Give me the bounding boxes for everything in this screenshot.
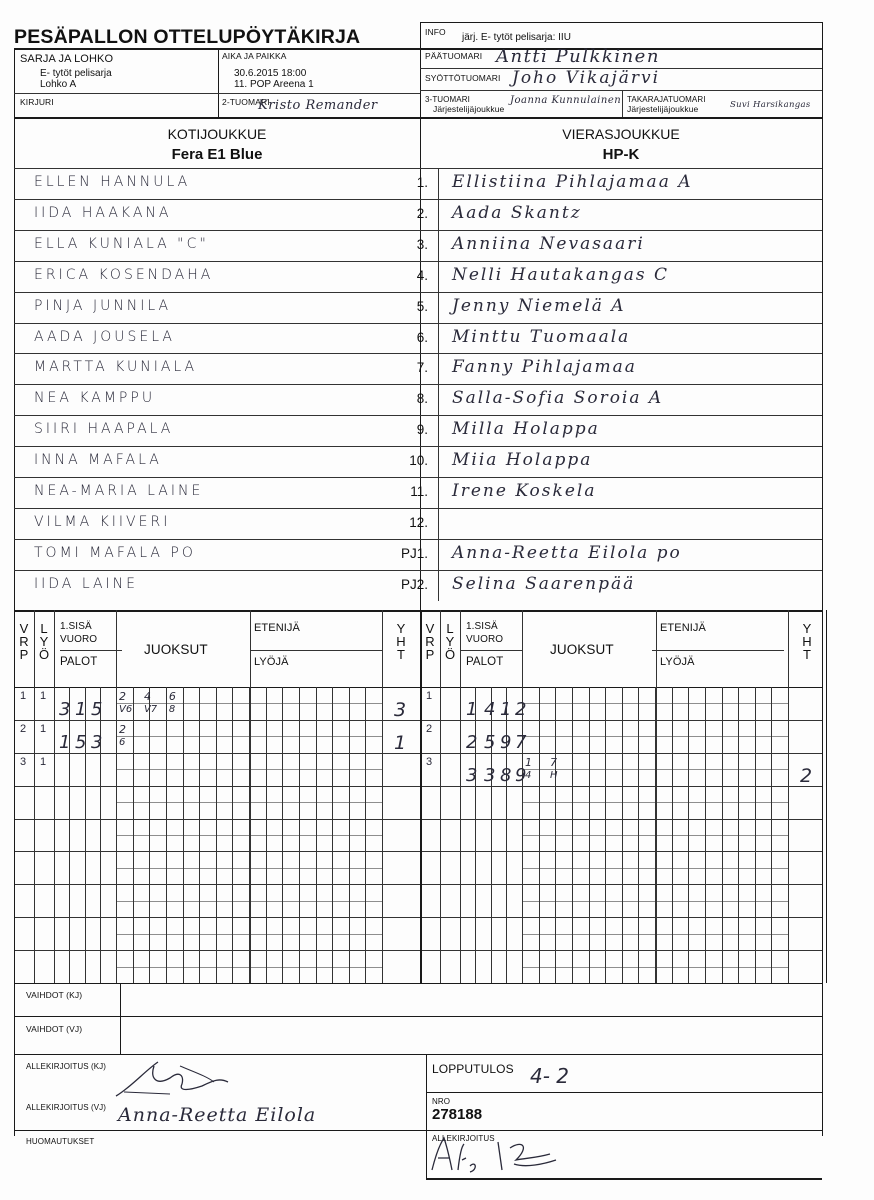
inning-vrp: 2 [426, 722, 433, 735]
juoksu-mark: H [549, 769, 558, 781]
palot-mark: 3 [91, 731, 103, 753]
palot-mark: 5 [91, 699, 103, 720]
player-number: 9. [416, 422, 428, 438]
palot-mark: 9 [500, 731, 512, 753]
nro-label: NRO [432, 1097, 451, 1106]
palot-mark: 3 [484, 764, 496, 786]
huomautukset-label: HUOMAUTUKSET [26, 1137, 95, 1146]
col-yht: Y H T [802, 621, 812, 662]
palot-mark: 5 [484, 731, 496, 753]
col-yht: Y H T [396, 621, 406, 662]
vaihdot-kj-label: VAIHDOT (KJ) [26, 990, 83, 1000]
palot-mark: 1 [75, 699, 87, 720]
tuomari3-sub: Järjestelijäjoukkue [433, 104, 505, 114]
inning-yht: 3 [394, 699, 407, 721]
sarja-label: SARJA JA LOHKO [20, 53, 114, 65]
away-player: Fanny Pihlajamaa [452, 357, 637, 378]
player-number: 6. [416, 329, 428, 345]
player-number: 3. [416, 236, 428, 252]
home-player: NEA-MARIA LAINE [34, 483, 204, 499]
col-etenija: ETENIJÄ [254, 622, 300, 634]
juoksu-mark: 1 [525, 755, 532, 769]
tuomari2-label: 2-TUOMARI [222, 97, 270, 107]
col-palot: PALOT [466, 656, 504, 668]
info-value: järj. E- tytöt pelisarja: IIU [462, 32, 571, 43]
takaraja-sub: Järjestelijäjoukkue [627, 104, 699, 114]
away-player: Miia Holappa [452, 450, 593, 471]
inning-vrp: 2 [20, 722, 27, 735]
player-number: 8. [416, 391, 428, 407]
takaraja-value: Suvi Harsikangas [730, 100, 811, 110]
aika-value: 30.6.2015 18:00 [234, 68, 307, 79]
away-player: Salla-Sofia Soroia A [452, 388, 664, 409]
player-number: 12. [409, 514, 428, 530]
paatuomari-label: PÄÄTUOMARI [425, 51, 483, 61]
home-player: ELLEN HANNULA [34, 174, 191, 190]
palot-mark: 1 [500, 699, 512, 720]
juoksu-mark: V6 [119, 704, 133, 715]
takaraja-label: TAKARAJATUOMARI [627, 95, 706, 104]
away-player: Selina Saarenpää [452, 573, 636, 594]
inning-lyo: 1 [40, 690, 47, 702]
player-number: 4. [416, 267, 428, 283]
home-team-name: Fera E1 Blue [171, 146, 263, 163]
vaihdot-vj-label: VAIHDOT (VJ) [26, 1024, 83, 1034]
juoksu-mark: V7 [143, 704, 158, 715]
away-player: Ellistiina Pihlajamaa A [452, 172, 693, 192]
inning-yht: 2 [800, 764, 813, 787]
signature-kj [110, 1058, 240, 1103]
aika-label: AIKA JA PAIKKA [222, 51, 287, 61]
player-number: PJ2. [400, 576, 428, 592]
info-label: INFO [425, 27, 446, 37]
home-player: MARTTA KUNIALA [34, 359, 198, 376]
col-lyo: L Y Ö [38, 621, 50, 662]
away-team-name: HP-K [602, 146, 640, 163]
home-player: INNA MAFALA [34, 452, 162, 469]
away-player: Nelli Hautakangas C [452, 264, 670, 285]
home-player: IIDA HAAKANA [34, 204, 172, 221]
allekirjoitus-kj-label: ALLEKIRJOITUS (KJ) [26, 1062, 107, 1071]
palot-mark: 5 [75, 731, 87, 753]
inning-lyo: 1 [40, 722, 47, 735]
juoksu-mark: 2 [119, 690, 126, 703]
col-etenija: ETENIJÄ [660, 622, 706, 634]
col-juoksut: JUOKSUT [550, 642, 614, 657]
away-player: Milla Holappa [452, 419, 600, 440]
inning-yht: 1 [394, 731, 407, 754]
tuomari3-value: Joanna Kunnulainen [510, 95, 622, 106]
juoksu-mark: 6 [168, 690, 176, 703]
syottotuomari-label: SYÖTTÖTUOMARI [425, 73, 501, 83]
home-player: TOMI MAFALA PO [34, 544, 196, 561]
home-player: ERICA KOSENDAHA [34, 266, 214, 283]
player-number: 7. [416, 360, 428, 376]
away-player: Anniina Nevasaari [452, 233, 645, 254]
player-number: 10. [409, 453, 428, 469]
palot-mark: 1 [466, 699, 478, 720]
lopputulos-value: 4- 2 [530, 1064, 570, 1088]
away-team-label: VIERASJOUKKUE [562, 126, 680, 142]
home-player: PINJA JUNNILA [34, 297, 172, 314]
col-lyoja: LYÖJÄ [660, 656, 695, 668]
home-player: VILMA KIIVERI [34, 513, 171, 530]
palot-mark: 1 [59, 731, 71, 753]
away-player: Jenny Niemelä A [452, 295, 626, 316]
away-player: Minttu Tuomaala [452, 326, 631, 347]
inning-vrp: 3 [20, 755, 27, 768]
allekirjoitus-vj-label: ALLEKIRJOITUS (VJ) [26, 1103, 107, 1112]
lopputulos-label: LOPPUTULOS [432, 1062, 514, 1076]
col-palot: PALOT [60, 656, 98, 668]
home-player: ELLA KUNIALA "C" [34, 235, 209, 252]
player-number: 5. [416, 298, 428, 314]
paatuomari-value: Antti Pulkkinen [496, 46, 660, 67]
palot-mark: 7 [515, 731, 527, 753]
home-team-label: KOTIJOUKKUE [167, 126, 267, 142]
col-lyoja: LYÖJÄ [254, 656, 289, 668]
away-player: Aada Skantz [452, 202, 582, 223]
signature-official [426, 1130, 566, 1178]
palot-mark: 4 [484, 699, 496, 720]
juoksu-mark: 6 [119, 736, 126, 748]
tuomari2-value: Kristo Remander [258, 98, 378, 113]
away-player: Irene Koskela [452, 481, 597, 501]
col-sisa: 1.SISÄ VUORO [60, 621, 98, 645]
home-player: AADA JOUSELA [34, 328, 175, 345]
palot-mark: 3 [59, 699, 71, 720]
juoksu-mark: 4 [143, 690, 151, 703]
col-lyo: L Y Ö [444, 621, 456, 662]
kirjuri-label: KIRJURI [20, 97, 54, 107]
syottotuomari-value: Joho Vikajärvi [512, 68, 661, 88]
juoksu-mark: 8 [168, 704, 176, 715]
palot-mark: 3 [466, 764, 478, 786]
palot-mark: 2 [466, 731, 478, 753]
home-player: NEA KAMPPU [34, 390, 156, 407]
inning-vrp: 1 [426, 690, 433, 702]
inning-vrp: 1 [20, 690, 27, 702]
home-player: IIDA LAINE [34, 575, 138, 592]
col-sisa: 1.SISÄ VUORO [466, 621, 504, 645]
tuomari3-label: 3-TUOMARI [425, 95, 470, 104]
player-number: 11. [410, 484, 428, 499]
home-player: SIIRI HAAPALA [34, 421, 174, 438]
inning-vrp: 3 [426, 755, 433, 768]
juoksu-mark: 7 [549, 755, 557, 769]
col-juoksut: JUOKSUT [144, 642, 208, 657]
signature-vj: Anna-Reetta Eilola [118, 1104, 317, 1126]
away-player: Anna-Reetta Eilola po [452, 542, 682, 563]
col-vrp: V R P [425, 621, 435, 662]
juoksu-mark: 2 [119, 722, 126, 736]
page-title: PESÄPALLON OTTELUPÖYTÄKIRJA [14, 26, 361, 48]
juoksu-mark: 4 [525, 769, 532, 781]
player-number: 1. [416, 175, 428, 190]
palot-mark: 8 [500, 764, 512, 786]
inning-lyo: 1 [40, 755, 47, 768]
player-number: 2. [416, 205, 428, 221]
paikka-value: 11. POP Areena 1 [234, 79, 314, 90]
col-vrp: V R P [19, 621, 29, 662]
player-number: PJ1. [400, 545, 428, 561]
palot-mark: 9 [515, 764, 527, 786]
lohko-value: Lohko A [40, 79, 77, 90]
sarja-value: E- tytöt pelisarja [40, 68, 112, 79]
allekirjoitus-label: ALLEKIRJOITUS [432, 1134, 495, 1143]
palot-mark: 2 [515, 699, 527, 720]
nro-value: 278188 [432, 1106, 483, 1123]
